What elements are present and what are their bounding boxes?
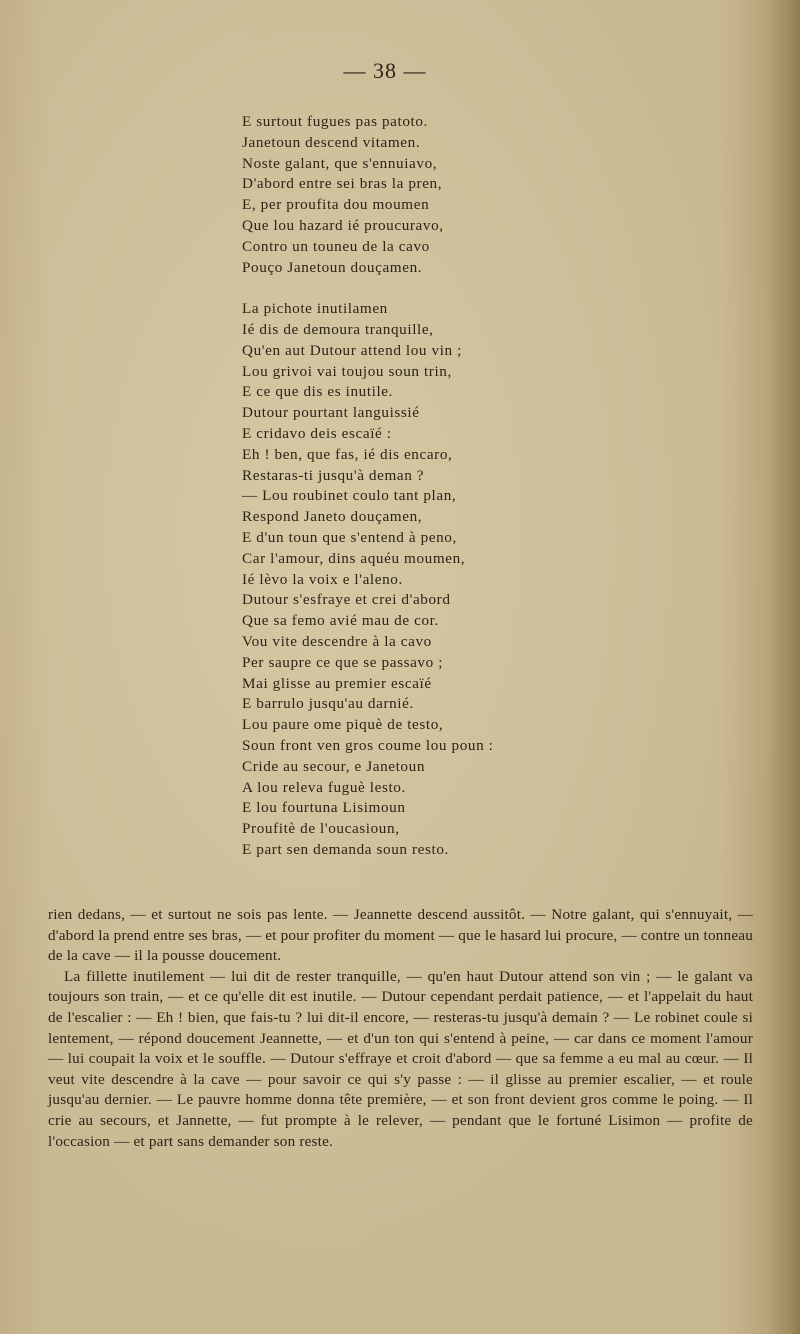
- verse-line: Janetoun descend vitamen.: [242, 133, 421, 151]
- verse-line: Pouço Janetoun douçamen.: [242, 258, 423, 276]
- verse-line: Proufitè de l'oucasioun,: [242, 820, 400, 838]
- verse-line: — Lou roubinet coulo tant plan,: [242, 487, 457, 505]
- verse-line: Lou paure ome piquè de testo,: [242, 716, 444, 734]
- verse-block: [242, 112, 494, 861]
- verse-line: Eh ! ben, que fas, ié dis encaro,: [242, 445, 453, 463]
- verse-line: Restaras-ti jusqu'à deman ?: [242, 466, 425, 484]
- verse-line: Mai glisse au premier escaïé: [242, 674, 432, 692]
- verse-line: Soun front ven gros coume lou poun :: [242, 736, 494, 754]
- verse-line: E d'un toun que s'entend à peno,: [242, 528, 457, 546]
- verse-line: Vou vite descendre à la cavo: [242, 632, 432, 650]
- prose-translation: [48, 905, 753, 1152]
- verse-line: E cridavo deis escaïé :: [242, 424, 392, 442]
- verse-line: Car l'amour, dins aquéu moumen,: [242, 549, 466, 567]
- verse-line: Per saupre ce que se passavo ;: [242, 653, 444, 671]
- verse-line: Dutour pourtant languissié: [242, 404, 420, 422]
- prose-paragraph: La fillette inutilement — lui dit de rester tranquille, — qu'en haut Dutour attend son vin ; — le galant va toujours son train, — et ce qu'elle dit est inutile. — Dutour cependant perdait patience, — et l'appelait du haut de l'escalier : — Eh ! bien, que fais-tu ? lui dit-il encore, — resteras-tu jusqu'à demain ? — Le robinet coule si lentement, — répond doucement Jeannette, — et d'un ton qui s'entend à peine, — car dans ce moment l'amour — lui coupait la voix et le souffle. — Dutour s'effraye et croit d'abord — que sa femme a eu mal au cœur. — Il veut vite descendre à la cave — pour savoir ce qui s'y passe : — il glisse au premier escalier, — et roule jusqu'au dernier. — Le pauvre homme donna tête première, — et son front devient gros comme le poing. — Il crie au secours, et Jannette, — fut prompte à le relever, — pendant que le fortuné Lisimon — profite de l'occasion — et part sans demander son reste.: [48, 967, 753, 1150]
- verse-line: D'abord entre sei bras la pren,: [242, 175, 443, 193]
- page-number: — 38 —: [343, 58, 427, 83]
- prose-paragraph: rien dedans, — et surtout ne sois pas lente. — Jeannette descend aussitôt. — Notre galant, qui s'ennuyait, — d'abord la prend entre ses bras, — et pour profiter du moment — que le hasard lui procure, — contre un tonneau de la cave — il la pousse doucement.: [48, 906, 754, 965]
- verse-line: Dutour s'esfraye et crei d'abord: [242, 591, 451, 609]
- page-spine-shadow: [778, 0, 800, 1334]
- verse-line: Que sa femo avié mau de cor.: [242, 612, 439, 630]
- verse-line: Que lou hazard ié proucuravo,: [242, 216, 444, 234]
- verse-line: E barrulo jusqu'au darnié.: [242, 695, 414, 713]
- verse-line: E lou fourtuna Lisimoun: [242, 799, 406, 817]
- verse-line: Cride au secour, e Janetoun: [242, 757, 426, 775]
- verse-line: Ié dis de demoura tranquille,: [242, 320, 434, 338]
- verse-line: Qu'en aut Dutour attend lou vin ;: [242, 341, 462, 359]
- stanza-break: [242, 278, 494, 299]
- verse-line: Lou grivoi vai toujou soun trin,: [242, 362, 452, 380]
- verse-line: La pichote inutilamen: [242, 300, 388, 318]
- verse-line: Noste galant, que s'ennuiavo,: [242, 154, 438, 172]
- verse-line: A lou releva fuguè lesto.: [242, 778, 406, 796]
- verse-line: E ce que dis es inutile.: [242, 383, 394, 401]
- verse-line: E, per proufita dou moumen: [242, 196, 430, 214]
- verse-line: Respond Janeto douçamen,: [242, 508, 423, 526]
- verse-line: Ié lèvo la voix e l'aleno.: [242, 570, 403, 588]
- verse-line: E surtout fugues pas patoto.: [242, 113, 428, 130]
- verse-line: Contro un touneu de la cavo: [242, 237, 430, 255]
- verse-line: E part sen demanda soun resto.: [242, 840, 449, 858]
